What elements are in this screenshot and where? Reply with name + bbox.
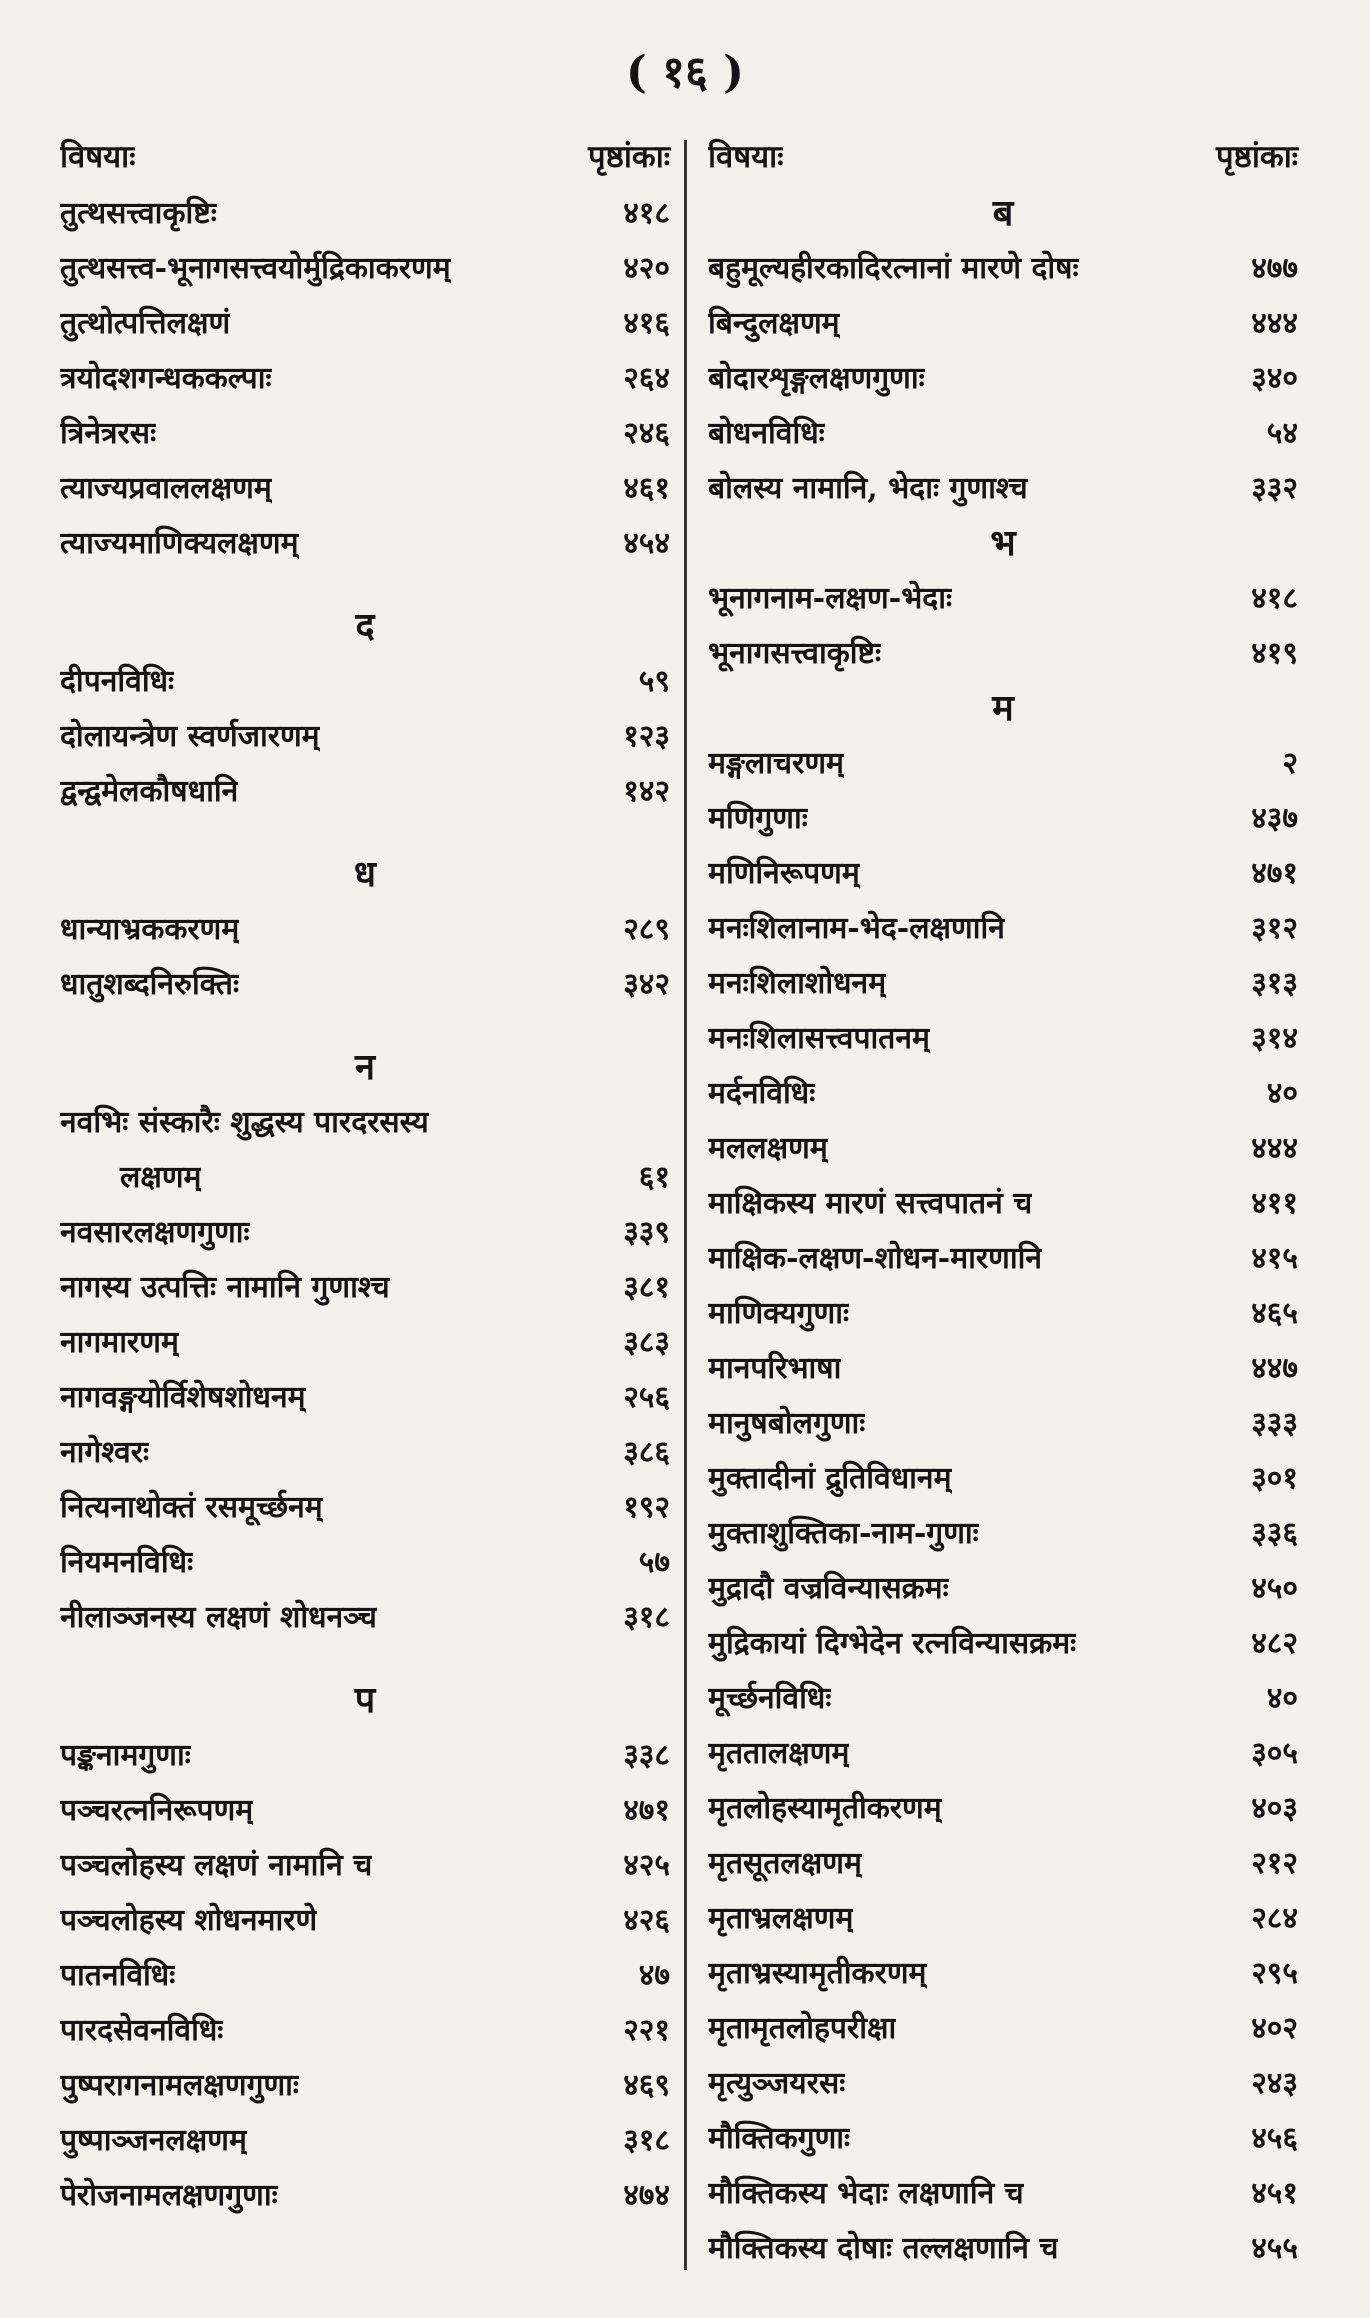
entry-subject: नीलाञ्जनस्य लक्षणं शोधनञ्च	[60, 1600, 377, 1635]
entry-page-number: ४७७	[1251, 251, 1298, 286]
entry-subject: मङ्गलाचरणम्	[708, 746, 844, 781]
entry-page-number: ४४४	[1251, 306, 1298, 341]
entry-page-number: २४३	[1251, 2066, 1298, 2101]
entry-page-number: ६१	[638, 1160, 670, 1195]
entry-subject: मुक्तादीनां द्रुतिविधानम्	[708, 1461, 952, 1496]
index-entry	[708, 1781, 1298, 1836]
index-entry	[60, 902, 670, 957]
entry-page-number: ४०२	[1251, 2011, 1298, 2046]
index-entry	[60, 957, 670, 1012]
entry-page-number: ४५४	[623, 526, 670, 561]
index-entry	[60, 1425, 670, 1480]
section-letter: ध	[353, 853, 377, 895]
entry-subject: मललक्षणम्	[708, 1131, 828, 1166]
entry-subject: मृतसूतलक्षणम्	[708, 1846, 862, 1881]
entry-page-number: ४७१	[623, 1793, 670, 1828]
index-entry	[60, 2058, 670, 2113]
entry-subject: नवसारलक्षणगुणाः	[60, 1215, 250, 1250]
section-gap	[60, 1012, 670, 1040]
column-divider	[684, 140, 687, 2270]
entry-page-number: ४७१	[1251, 856, 1298, 891]
entry-subject: मृताभ्रस्यामृतीकरणम्	[708, 1956, 927, 1991]
section-gap	[60, 819, 670, 847]
entry-subject: त्याज्यमाणिक्यलक्षणम्	[60, 526, 299, 561]
entry-subject: लक्षणम्	[120, 1160, 202, 1195]
entry-subject: नागेश्वरः	[60, 1435, 150, 1470]
entry-page-number: ४४७	[1251, 1351, 1298, 1386]
entry-page-number: ४१९	[1251, 636, 1298, 671]
entry-page-number: ४३७	[1251, 801, 1298, 836]
entry-subject: मुद्रिकायां दिग्भेदेन रत्नविन्यासक्रमः	[708, 1626, 1077, 1661]
entry-page-number: ३०१	[1251, 1461, 1298, 1496]
entry-page-number: ३३९	[623, 1215, 670, 1250]
index-column-right	[708, 128, 1298, 2276]
index-entry	[60, 296, 670, 351]
entry-subject: त्रयोदशगन्धककल्पाः	[60, 361, 272, 396]
entry-page-number: ४५५	[1251, 2231, 1298, 2266]
entry-subject: दीपनविधिः	[60, 664, 175, 699]
entry-subject: पुष्पाञ्जनलक्षणम्	[60, 2123, 247, 2158]
index-rows	[708, 186, 1298, 2276]
index-entry	[708, 1286, 1298, 1341]
index-entry	[708, 1176, 1298, 1231]
index-entry	[60, 1838, 670, 1893]
index-entry	[708, 1891, 1298, 1946]
entry-page-number: २६४	[623, 361, 670, 396]
entry-page-number: ३१३	[1251, 966, 1298, 1001]
entry-subject: तुत्थसत्त्व-भूनागसत्त्वयोर्मुद्रिकाकरणम्	[60, 251, 451, 286]
entry-page-number: ५९	[638, 664, 670, 699]
entry-page-number: ४५६	[1251, 2121, 1298, 2156]
entry-subject: नवभिः संस्कारैः शुद्धस्य पारदरसस्य	[60, 1105, 429, 1140]
index-entry	[60, 1535, 670, 1590]
index-rows	[60, 186, 670, 2223]
entry-subject: नियमनविधिः	[60, 1545, 194, 1580]
index-entry	[708, 571, 1298, 626]
index-entry	[708, 461, 1298, 516]
entry-page-number: ४२०	[623, 251, 670, 286]
entry-page-number: ३१४	[1251, 1021, 1298, 1056]
entry-subject: पेरोजनामलक्षणगुणाः	[60, 2178, 278, 2213]
entry-page-number: ४१८	[1251, 581, 1298, 616]
index-entry	[708, 2056, 1298, 2111]
entry-page-number: ५४	[1266, 416, 1298, 451]
entry-page-number: ४६१	[623, 471, 670, 506]
index-entry	[60, 1728, 670, 1783]
index-entry	[708, 791, 1298, 846]
index-entry	[60, 1205, 670, 1260]
index-entry	[60, 351, 670, 406]
entry-page-number: ४०३	[1251, 1791, 1298, 1826]
entry-subject: तुत्थोत्पत्तिलक्षणं	[60, 306, 231, 341]
entry-subject: त्याज्यप्रवाललक्षणम्	[60, 471, 272, 506]
index-entry	[708, 2001, 1298, 2056]
entry-subject: मुद्रादौ वज्रविन्यासक्रमः	[708, 1571, 949, 1606]
index-entry	[708, 1616, 1298, 1671]
entry-page-number: ४७४	[623, 2178, 670, 2213]
entry-page-number: ३८१	[623, 1270, 670, 1305]
entry-subject: नागमारणम्	[60, 1325, 179, 1360]
entry-subject: मणिगुणाः	[708, 801, 808, 836]
page-number: ( १६ )	[625, 47, 745, 98]
entry-subject: मूर्च्छनविधिः	[708, 1681, 832, 1716]
index-entry	[60, 1590, 670, 1645]
index-entry	[708, 2111, 1298, 2166]
entry-page-number: ३८३	[623, 1325, 670, 1360]
index-entry	[60, 1480, 670, 1535]
entry-page-number: ४०	[1266, 1681, 1298, 1716]
index-entry	[60, 2168, 670, 2223]
entry-page-number: २४६	[623, 416, 670, 451]
entry-subject: मृतलोहस्यामृतीकरणम्	[708, 1791, 942, 1826]
index-entry	[708, 351, 1298, 406]
entry-page-number: ३१२	[1251, 911, 1298, 946]
index-entry	[60, 764, 670, 819]
entry-subject: दोलायन्त्रेण स्वर्णजारणम्	[60, 719, 320, 754]
entry-subject: मुक्ताशुक्तिका-नाम-गुणाः	[708, 1516, 979, 1551]
entry-page-number: २	[1282, 746, 1298, 781]
index-entry	[60, 1893, 670, 1948]
entry-page-number: ३४०	[1251, 361, 1298, 396]
section-gap	[60, 571, 670, 599]
entry-page-number: २५६	[623, 1380, 670, 1415]
index-entry	[708, 1836, 1298, 1891]
entry-page-number: २२१	[623, 2013, 670, 2048]
index-entry	[708, 1506, 1298, 1561]
index-entry	[708, 1066, 1298, 1121]
section-letter: म	[992, 687, 1014, 729]
entry-subject: बोदारशृङ्गलक्षणगुणाः	[708, 361, 925, 396]
index-entry	[708, 736, 1298, 791]
section-letter: प	[354, 1679, 376, 1721]
entry-subject: नित्यनाथोक्तं रसमूर्च्छनम्	[60, 1490, 323, 1525]
index-entry	[708, 1946, 1298, 2001]
entry-subject: धातुशब्दनिरुक्तिः	[60, 967, 240, 1002]
index-entry	[60, 1150, 670, 1205]
entry-subject: बहुमूल्यहीरकादिरत्नानां मारणे दोषः	[708, 251, 1079, 286]
index-column-left	[60, 128, 670, 2223]
entry-subject: मौक्तिकस्य दोषाः तल्लक्षणानि च	[708, 2231, 1059, 2266]
entry-subject: मृत्युञ्जयरसः	[708, 2066, 846, 2101]
entry-page-number: ४१६	[623, 306, 670, 341]
entry-subject: मनःशिलानाम-भेद-लक्षणानि	[708, 911, 1005, 946]
index-entry	[60, 1315, 670, 1370]
index-entry	[708, 626, 1298, 681]
entry-subject: पञ्चलोहस्य शोधनमारणे	[60, 1903, 318, 1938]
index-entry	[708, 2221, 1298, 2276]
section-letter: ब	[992, 192, 1014, 234]
index-entry	[60, 1948, 670, 2003]
section-gap	[60, 1645, 670, 1673]
entry-page-number: ४१८	[623, 196, 670, 231]
entry-page-number: १९२	[623, 1490, 670, 1525]
entry-page-number: १२३	[623, 719, 670, 754]
entry-subject: बोधनविधिः	[708, 416, 825, 451]
section-letter: न	[355, 1046, 375, 1088]
entry-page-number: ३८६	[623, 1435, 670, 1470]
index-entry	[60, 186, 670, 241]
entry-subject: द्वन्द्वमेलकौषधानि	[60, 774, 239, 809]
index-entry	[708, 296, 1298, 351]
entry-page-number: २८४	[1251, 1901, 1298, 1936]
entry-page-number: ४५०	[1251, 1571, 1298, 1606]
entry-subject: नागस्य उत्पत्तिः नामानि गुणाश्च	[60, 1270, 390, 1305]
entry-page-number: ४७	[638, 1958, 670, 1993]
entry-page-number: ३०५	[1251, 1736, 1298, 1771]
index-entry	[708, 1396, 1298, 1451]
index-entry	[708, 846, 1298, 901]
entry-page-number: ४०	[1266, 1076, 1298, 1111]
index-entry	[708, 1671, 1298, 1726]
entry-page-number: २१२	[1251, 1846, 1298, 1881]
entry-page-number: २८९	[623, 912, 670, 947]
entry-page-number: ४६५	[1251, 1296, 1298, 1331]
entry-page-number: ४१५	[1251, 1241, 1298, 1276]
subject-heading: विषयाः	[708, 139, 784, 175]
entry-page-number: ३३६	[1251, 1516, 1298, 1551]
entry-page-number: ३१८	[623, 2123, 670, 2158]
entry-subject: भूनागनाम-लक्षण-भेदाः	[708, 581, 953, 616]
entry-subject: तुत्थसत्त्वाकृष्टिः	[60, 196, 217, 231]
index-entry	[60, 654, 670, 709]
entry-page-number: ५७	[638, 1545, 670, 1580]
entry-subject: मानुषबोलगुणाः	[708, 1406, 866, 1441]
entry-subject: माक्षिक-लक्षण-शोधन-मारणानि	[708, 1241, 1043, 1276]
entry-subject: मनःशिलासत्त्वपातनम्	[708, 1021, 930, 1056]
index-entry	[708, 1561, 1298, 1616]
entry-subject: पुष्परागनामलक्षणगुणाः	[60, 2068, 299, 2103]
entry-subject: मनःशिलाशोधनम्	[708, 966, 887, 1001]
entry-subject: मणिनिरूपणम्	[708, 856, 860, 891]
entry-page-number: ३३२	[1251, 471, 1298, 506]
entry-page-number: ३३८	[623, 1738, 670, 1773]
index-entry	[708, 2166, 1298, 2221]
entry-subject: पञ्चरत्ननिरूपणम्	[60, 1793, 254, 1828]
entry-subject: मृतामृतलोहपरीक्षा	[708, 2011, 897, 2046]
index-entry	[708, 241, 1298, 296]
subject-heading: विषयाः	[60, 139, 136, 175]
index-entry	[708, 1121, 1298, 1176]
index-entry	[60, 1095, 670, 1150]
index-entry	[60, 1370, 670, 1425]
index-entry	[60, 1260, 670, 1315]
index-entry	[60, 2003, 670, 2058]
index-entry	[60, 241, 670, 296]
entry-subject: मर्दनविधिः	[708, 1076, 816, 1111]
entry-subject: बिन्दुलक्षणम्	[708, 306, 840, 341]
page-heading: पृष्ठांकाः	[588, 139, 670, 175]
index-entry	[708, 1341, 1298, 1396]
entry-subject: पञ्चलोहस्य लक्षणं नामानि च	[60, 1848, 373, 1883]
entry-subject: मानपरिभाषा	[708, 1351, 842, 1386]
entry-subject: माक्षिकस्य मारणं सत्त्वपातनं च	[708, 1186, 1033, 1221]
entry-page-number: ४२५	[623, 1848, 670, 1883]
index-entry	[708, 406, 1298, 461]
entry-subject: धान्याभ्रककरणम्	[60, 912, 240, 947]
index-entry	[708, 1231, 1298, 1286]
column-header	[708, 128, 1298, 186]
entry-subject: मृताभ्रलक्षणम्	[708, 1901, 854, 1936]
index-entry	[60, 709, 670, 764]
entry-subject: मौक्तिकस्य भेदाः लक्षणानि च	[708, 2176, 1024, 2211]
entry-subject: बोलस्य नामानि, भेदाः गुणाश्च	[708, 471, 1028, 506]
entry-subject: पातनविधिः	[60, 1958, 176, 1993]
entry-page-number: ३१८	[623, 1600, 670, 1635]
index-entry	[60, 406, 670, 461]
entry-subject: पारदसेवनविधिः	[60, 2013, 224, 2048]
index-entry	[708, 956, 1298, 1011]
index-entry	[60, 516, 670, 571]
index-entry	[708, 1451, 1298, 1506]
entry-subject: नागवङ्गयोर्विशेषशोधनम्	[60, 1380, 306, 1415]
entry-page-number: ४५१	[1251, 2176, 1298, 2211]
page-heading: पृष्ठांकाः	[1216, 139, 1298, 175]
entry-page-number: ४२६	[623, 1903, 670, 1938]
entry-subject: त्रिनेत्ररसः	[60, 416, 157, 451]
index-entry	[708, 901, 1298, 956]
entry-page-number: ४४४	[1251, 1131, 1298, 1166]
entry-subject: भूनागसत्त्वाकृष्टिः	[708, 636, 882, 671]
section-letter: भ	[990, 522, 1016, 564]
entry-page-number: १४२	[623, 774, 670, 809]
entry-page-number: ४८२	[1251, 1626, 1298, 1661]
entry-page-number: ४६९	[623, 2068, 670, 2103]
entry-page-number: २९५	[1251, 1956, 1298, 1991]
entry-page-number: ३३३	[1251, 1406, 1298, 1441]
index-entry	[60, 461, 670, 516]
entry-subject: पङ्कनामगुणाः	[60, 1738, 191, 1773]
index-entry	[708, 1726, 1298, 1781]
section-letter: द	[355, 605, 375, 647]
entry-page-number: ३४२	[623, 967, 670, 1002]
index-entry	[60, 1783, 670, 1838]
entry-subject: मृततालक्षणम्	[708, 1736, 850, 1771]
entry-subject: माणिक्यगुणाः	[708, 1296, 850, 1331]
index-entry	[60, 2113, 670, 2168]
entry-subject: मौक्तिकगुणाः	[708, 2121, 851, 2156]
column-header	[60, 128, 670, 186]
index-entry	[708, 1011, 1298, 1066]
entry-page-number: ४११	[1251, 1186, 1298, 1221]
